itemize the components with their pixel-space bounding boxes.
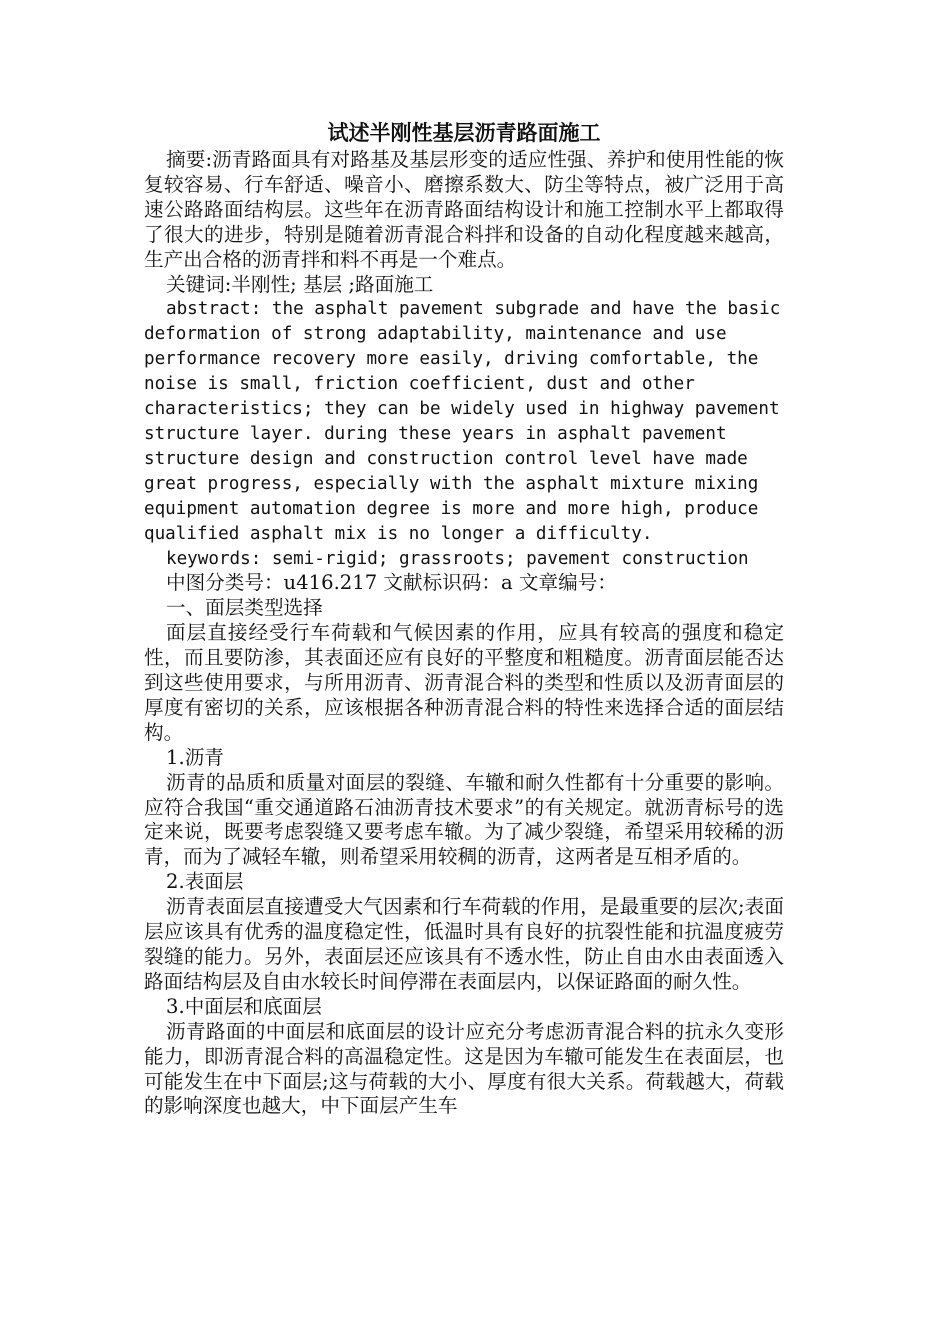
abstract-en: abstract: the asphalt pavement subgrade and have the basic deformation of strong adaptability, maintenance and use performance recovery more easily, driving comfortable, the noise is small, friction coefficient, dust and other characteristics; they can be widely used in highway pavement structure layer. during these years in asphalt pavement structure design and construction control level have made great progress, especially with the asphalt mixture mixing equipment automation degree is more and more high, produce qualified asphalt mix is no longer a difficulty. [144, 299, 781, 544]
section-1-heading: 一、面层类型选择 [166, 596, 323, 620]
classification-line: 中图分类号：u416.217 文献标识码：a 文章编号： [166, 571, 617, 595]
subsection-3-body: 沥青路面的中面层和底面层的设计应充分考虑沥青混合料的抗永久变形能力，即沥青混合料的高温稳定性。这是因为车辙可能发生在表面层，也可能发生在中下面层;这与荷载的大小、厚度有很大关系。荷载越大，荷载的影响深度也越大，中下面层产生车 [144, 1019, 784, 1118]
keywords-en: keywords: semi-rigid; grassroots; pavement construction [166, 548, 749, 569]
subsection-2-heading: 2.表面层 [166, 870, 244, 894]
subsection-2-body: 沥青表面层直接遭受大气因素和行车荷载的作用，是最重要的层次;表面层应该具有优秀的温度稳定性，低温时具有良好的抗裂性能和抗温度疲劳裂缝的能力。另外，表面层还应该具有不透水性，防止自由水由表面透入路面结构层及自由水较长时间停滞在表面层内，以保证路面的耐久性。 [144, 895, 784, 993]
keywords-cn: 关键词:半刚性; 基层 ;路面施工 [166, 272, 434, 296]
section-1-body: 面层直接经受行车荷载和气候因素的作用，应具有较高的强度和稳定性，而且要防渗，其表面还应有良好的平整度和粗糙度。沥青面层能否达到这些使用要求，与所用沥青、沥青混合料的类型和性质以及沥青面层的厚度有密切的关系，应该根据各种沥青混合料的特性来选择合适的面层结构。 [144, 621, 784, 744]
subsection-1-heading: 1.沥青 [166, 745, 224, 769]
abstract-cn: 摘要:沥青路面具有对路基及基层形变的适应性强、养护和使用性能的恢复较容易、行车舒适、噪音小、磨擦系数大、防尘等特点，被广泛用于高速公路路面结构层。这些年在沥青路面结构设计和施工控制水平上都取得了很大的进步，特别是随着沥青混合料拌和设备的自动化程度越来越高，生产出合格的沥青拌和料不再是一个难点。 [144, 148, 784, 271]
subsection-3-heading: 3.中面层和底面层 [166, 994, 322, 1018]
document-page [144, 118, 784, 1119]
document-title: 试述半刚性基层沥青路面施工 [327, 120, 601, 145]
subsection-1-body: 沥青的品质和质量对面层的裂缝、车辙和耐久性都有十分重要的影响。应符合我国“重交通道路石油沥青技术要求”的有关规定。就沥青标号的选定来说，既要考虑裂缝又要考虑车辙。为了减少裂缝，希望采用较稀的沥青，而为了减轻车辙，则希望采用较稠的沥青，这两者是互相矛盾的。 [144, 770, 784, 869]
